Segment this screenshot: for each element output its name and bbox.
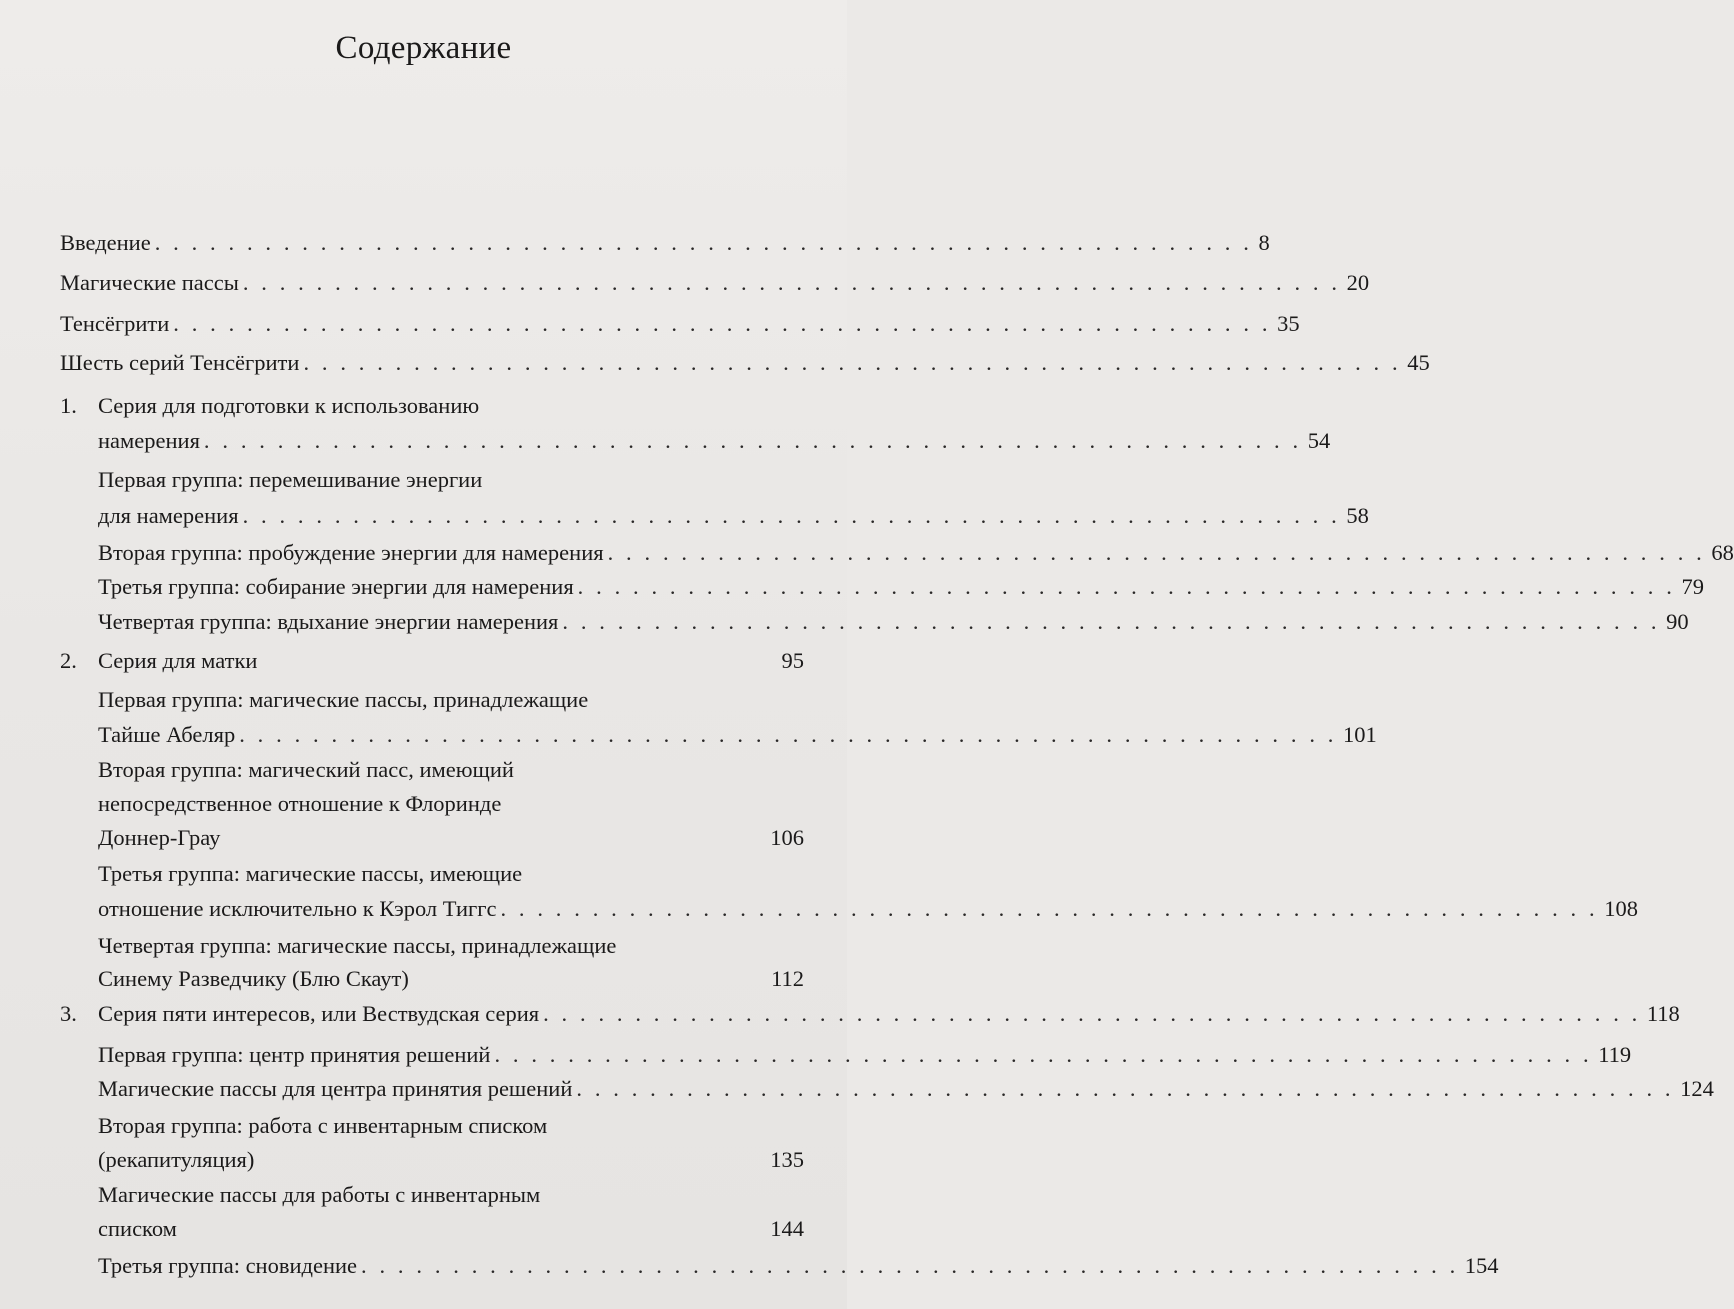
toc-entry-number: 1. bbox=[60, 393, 77, 418]
toc-entry-label: Вторая группа: пробуждение энергии для намерения bbox=[98, 540, 604, 565]
toc-page-number: 124 bbox=[1680, 1076, 1714, 1101]
page-title: Содержание bbox=[335, 30, 512, 66]
toc-entry-label-line: Первая группа: магические пассы, принадлежащие bbox=[98, 687, 589, 712]
toc-leader-dots: . . . . . . . . . . . . . . . . . . . . . . . . . . . . . . . . . . . . . . . . . . . . . . . . . . . . . . . . . . . . bbox=[361, 1253, 1459, 1278]
toc-page-number: 45 bbox=[1407, 350, 1430, 375]
toc-leader-dots: . . . . . . . . . . . . . . . . . . . . . . . . . . . . . . . . . . . . . . . . . . . . . . . . . . . . . . . . . . . . bbox=[500, 896, 1599, 921]
toc-page-number: 135 bbox=[770, 1147, 804, 1172]
toc-entry-label: Третья группа: сновидение bbox=[98, 1253, 358, 1278]
toc-page-number: 90 bbox=[1666, 609, 1689, 634]
toc-entry bbox=[98, 895, 1638, 923]
toc-leader-dots: . . . . . . . . . . . . . . . . . . . . . . . . . . . . . . . . . . . . . . . . . . . . . . . . . . . . . . . . . . . . bbox=[239, 722, 1338, 747]
toc-entry-label: Шесть серий Тенсёгрити bbox=[60, 350, 300, 375]
toc-entry bbox=[98, 721, 1377, 749]
toc-entry-label: Четвертая группа: вдыхание энергии намерения bbox=[98, 609, 559, 634]
toc-leader-dots: . . . . . . . . . . . . . . . . . . . . . . . . . . . . . . . . . . . . . . . . . . . . . . . . . . . . . . . . . . . . bbox=[242, 503, 1341, 528]
toc-entry bbox=[60, 310, 1300, 338]
toc-entry bbox=[98, 824, 804, 852]
toc-entry bbox=[98, 1000, 1680, 1028]
toc-entry-label: списком bbox=[98, 1216, 177, 1241]
toc-entry bbox=[98, 1041, 1632, 1069]
toc-page-number: 112 bbox=[771, 966, 804, 991]
toc-entry bbox=[98, 427, 1331, 455]
toc-entry bbox=[60, 269, 1370, 297]
toc-page-number: 154 bbox=[1464, 1253, 1499, 1278]
toc-entry-label: Серия пяти интересов, или Вествудская серия bbox=[98, 1001, 540, 1026]
toc-leader-dots: . . . . . . . . . . . . . . . . . . . . . . . . . . . . . . . . . . . . . . . . . . . . . . . . . . . . . . . . . . . . bbox=[303, 350, 1402, 375]
toc-page-number: 95 bbox=[781, 648, 804, 673]
toc-entry bbox=[98, 965, 804, 993]
toc-leader-dots: . . . . . . . . . . . . . . . . . . . . . . . . . . . . . . . . . . . . . . . . . . . . . . . . . . . . . . . . . . . . bbox=[494, 1042, 1593, 1067]
toc-page-number: 119 bbox=[1598, 1042, 1632, 1067]
toc-entry-label: Магические пассы для центра принятия решений bbox=[98, 1076, 573, 1101]
toc-leader-dots: . . . . . . . . . . . . . . . . . . . . . . . . . . . . . . . . . . . . . . . . . . . . . . . . . . . . . . . . . . . . bbox=[173, 311, 1272, 336]
toc-entry-label: Магические пассы bbox=[60, 270, 239, 295]
toc-entry-label: Третья группа: собирание энергии для намерения bbox=[98, 574, 574, 599]
toc-entry bbox=[60, 229, 1270, 257]
toc-leader-dots: . . . . . . . . . . . . . . . . . . . . . . . . . . . . . . . . . . . . . . . . . . . . . . . . . . . . . . . . . . . . bbox=[203, 428, 1302, 453]
toc-page-number: 118 bbox=[1646, 1001, 1680, 1026]
toc-entry bbox=[98, 608, 1689, 636]
toc-leader-dots: . . . . . . . . . . . . . . . . . . . . . . . . . . . . . . . . . . . . . . . . . . . . . . . . . . . . . . . . . . . . bbox=[577, 574, 1676, 599]
toc-leader-dots: . . . . . . . . . . . . . . . . . . . . . . . . . . . . . . . . . . . . . . . . . . . . . . . . . . . . . . . . . . . . bbox=[607, 540, 1706, 565]
toc-leader-dots: . . . . . . . . . . . . . . . . . . . . . . . . . . . . . . . . . . . . . . . . . . . . . . . . . . . . . . . . . . . . bbox=[543, 1001, 1641, 1026]
toc-entry-label: намерения bbox=[98, 428, 200, 453]
toc-entry bbox=[98, 539, 1734, 567]
toc-entry-label: для намерения bbox=[98, 503, 239, 528]
toc-entry-number: 2. bbox=[60, 648, 77, 673]
toc-page-number: 58 bbox=[1346, 503, 1369, 528]
toc-entry-label-line: непосредственное отношение к Флоринде bbox=[98, 791, 502, 816]
toc-entry-label-line: Вторая группа: работа с инвентарным списком bbox=[98, 1113, 548, 1138]
toc-entry bbox=[98, 647, 804, 675]
toc-page-number: 54 bbox=[1307, 428, 1331, 453]
toc-entry-label: Тенсёгрити bbox=[60, 311, 170, 336]
toc-leader-dots: . . . . . . . . . . . . . . . . . . . . . . . . . . . . . . . . . . . . . . . . . . . . . . . . . . . . . . . . . . . . bbox=[576, 1076, 1675, 1101]
toc-entry bbox=[98, 1215, 804, 1243]
toc-entry bbox=[60, 349, 1430, 377]
toc-entry bbox=[98, 502, 1369, 530]
toc-entry-label: Первая группа: центр принятия решений bbox=[98, 1042, 491, 1067]
toc-entry-label-line: Серия для подготовки к использованию bbox=[98, 393, 480, 418]
toc-entry-label-line: Третья группа: магические пассы, имеющие bbox=[98, 861, 523, 886]
toc-leader-dots: . . . . . . . . . . . . . . . . . . . . . . . . . . . . . . . . . . . . . . . . . . . . . . . . . . . . . . . . . . . . bbox=[154, 230, 1253, 255]
toc-entry-label-line: Четвертая группа: магические пассы, принадлежащие bbox=[98, 933, 617, 958]
toc-page-number: 35 bbox=[1277, 311, 1300, 336]
toc-entry-label: (рекапитуляция) bbox=[98, 1147, 255, 1172]
toc-page-number: 106 bbox=[770, 825, 804, 850]
toc-page-number: 101 bbox=[1343, 722, 1377, 747]
toc-entry-label: Введение bbox=[60, 230, 151, 255]
toc-entry-label-line: Магические пассы для работы с инвентарным bbox=[98, 1182, 541, 1207]
toc-page-number: 68 bbox=[1711, 540, 1734, 565]
toc-entry-label: Серия для матки bbox=[98, 648, 258, 673]
toc-entry-label: Синему Разведчику (Блю Скаут) bbox=[98, 966, 409, 991]
toc-leader-dots: . . . . . . . . . . . . . . . . . . . . . . . . . . . . . . . . . . . . . . . . . . . . . . . . . . . . . . . . . . . . bbox=[242, 270, 1341, 295]
toc-page-number: 144 bbox=[770, 1216, 804, 1241]
toc-entry bbox=[98, 1252, 1499, 1280]
toc-entry bbox=[98, 573, 1704, 601]
toc-page-number: 79 bbox=[1681, 574, 1704, 599]
toc-entry-label-line: Вторая группа: магический пасс, имеющий bbox=[98, 757, 514, 782]
toc-entry bbox=[98, 1075, 1714, 1103]
toc-entry bbox=[98, 1146, 804, 1174]
toc-entry-label: Тайше Абеляр bbox=[98, 722, 236, 747]
toc-entry-label: отношение исключительно к Кэрол Тиггс bbox=[98, 896, 497, 921]
toc-leader-dots: . . . . . . . . . . . . . . . . . . . . . . . . . . . . . . . . . . . . . . . . . . . . . . . . . . . . . . . . . . . . bbox=[562, 609, 1661, 634]
toc-page-number: 20 bbox=[1346, 270, 1370, 295]
toc-page-number: 8 bbox=[1258, 230, 1270, 255]
toc-entry-label-line: Первая группа: перемешивание энергии bbox=[98, 467, 483, 492]
toc-entry-number: 3. bbox=[60, 1001, 77, 1026]
toc-entry-label: Доннер-Грау bbox=[98, 825, 221, 850]
toc-page-number: 108 bbox=[1604, 896, 1638, 921]
